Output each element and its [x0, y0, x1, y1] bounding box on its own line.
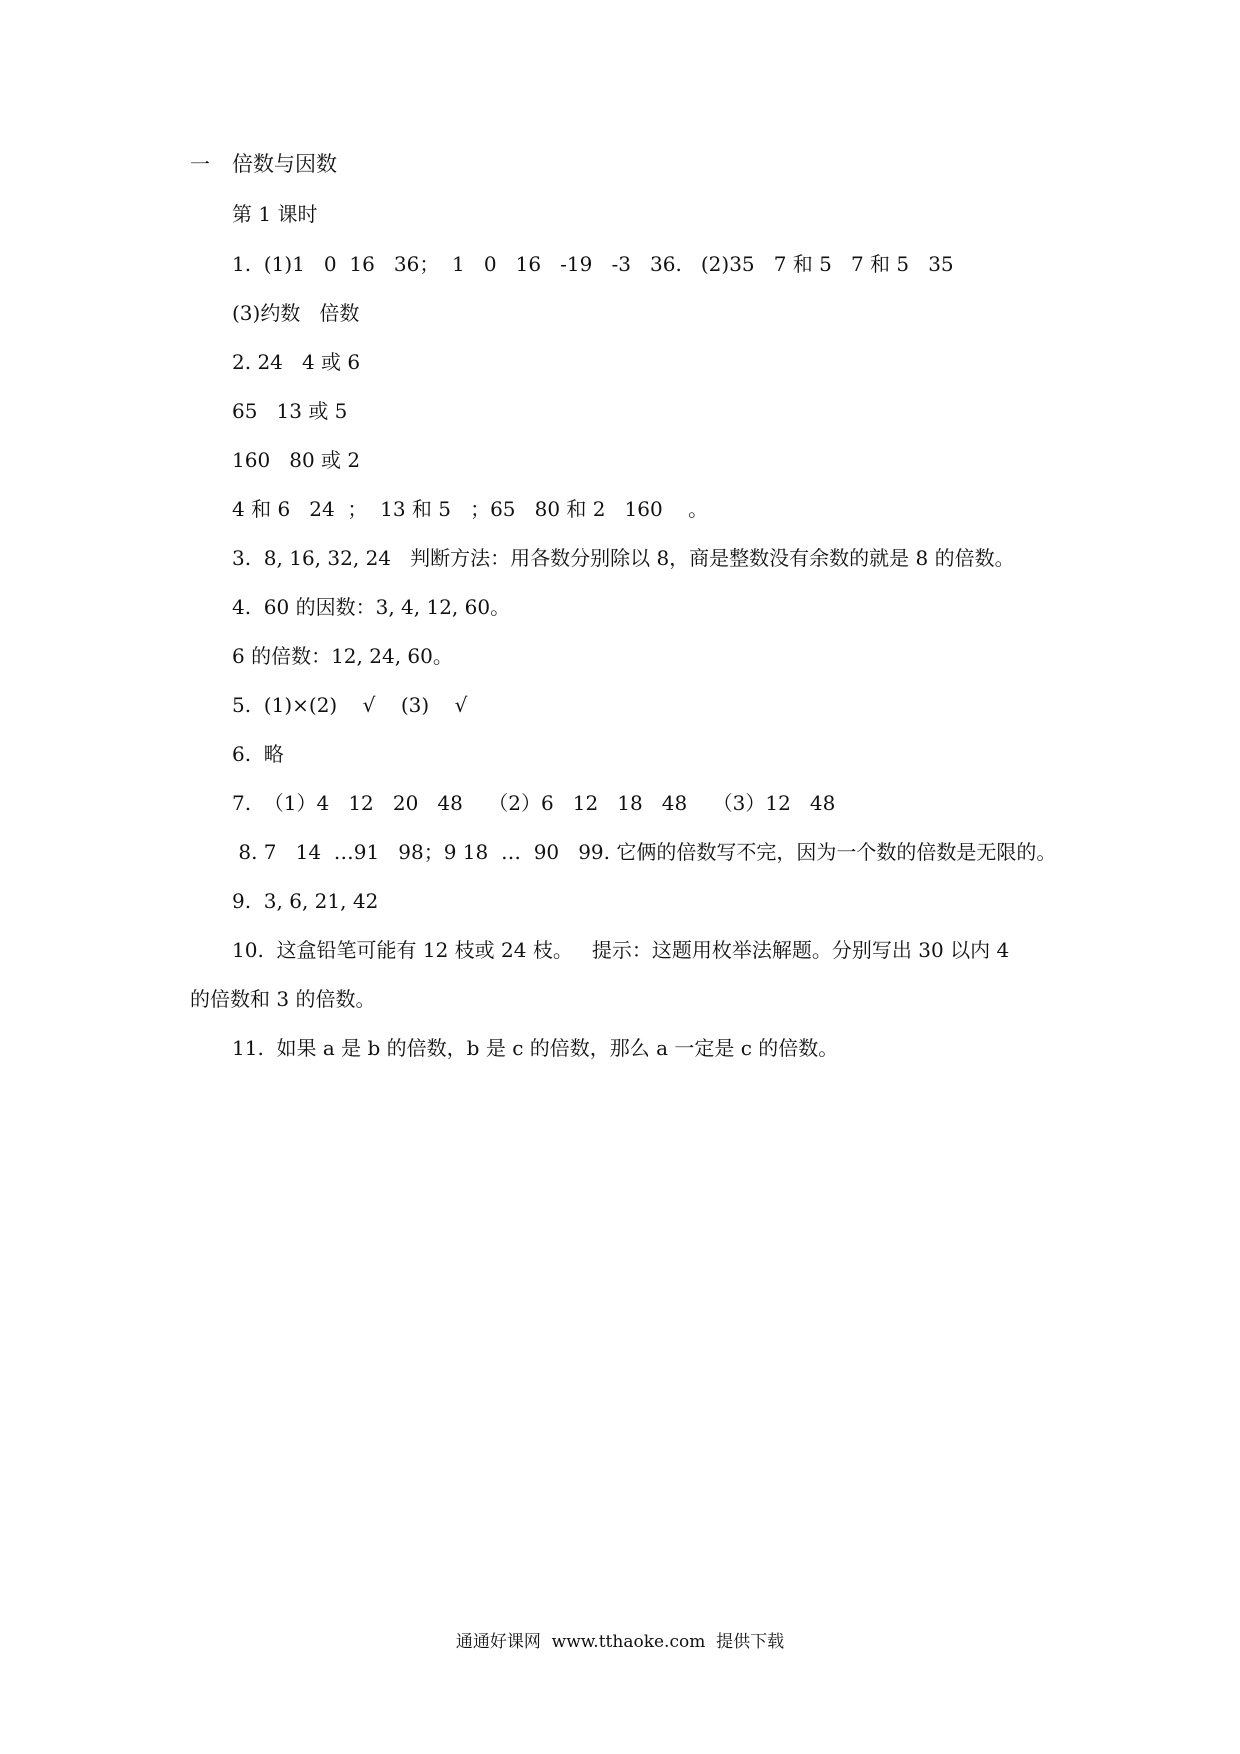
section-title: 倍数与因数 — [232, 152, 337, 176]
answer-2-line3: 160 80 或 2 — [232, 448, 361, 472]
answer-11: 11. 如果 a 是 b 的倍数，b 是 c 的倍数，那么 a 一定是 c 的倍数。 — [232, 1036, 839, 1060]
answer-2-line2: 65 13 或 5 — [232, 399, 348, 423]
lesson-label: 第 1 课时 — [232, 202, 318, 226]
answer-3: 3. 8, 16, 32, 24 判断方法：用各数分别除以 8，商是整数没有余数的就是 8 的倍数。 — [232, 546, 1015, 570]
answer-4: 4. 60 的因数：3, 4, 12, 60。 — [232, 595, 511, 619]
footer-text: 通通好课网 www.tthaoke.com 提供下载 — [455, 1632, 785, 1652]
answer-5: 5. (1)×(2) √ (3) √ — [232, 693, 468, 717]
answer-10: 10. 这盒铅笔可能有 12 枝或 24 枝。 提示：这题用枚举法解题。分别写出 30 以内 4 — [232, 938, 1010, 962]
answer-1: 1. (1)1 0 16 36； 1 0 16 -19 -3 36. (2)35 7 和 5 7 和 5 35 — [232, 252, 954, 276]
answer-6: 6. 略 — [232, 742, 284, 766]
answer-7: 7. （1）4 12 20 48 （2）6 12 18 48 （3）12 48 — [232, 791, 836, 815]
section-number: 一 — [190, 152, 210, 176]
answer-8: 8. 7 14 …91 98；9 18 … 90 99. 它俩的倍数写不完，因为一个数的倍数是无限的。 — [232, 840, 1057, 864]
answer-2-line4: 4 和 6 24 ； 13 和 5 ；65 80 和 2 160 。 — [232, 497, 709, 521]
answer-10-continuation: 的倍数和 3 的倍数。 — [190, 987, 376, 1011]
answer-2: 2. 24 4 或 6 — [232, 350, 361, 374]
answer-9: 9. 3, 6, 21, 42 — [232, 889, 379, 913]
answer-1-part3: (3)约数 倍数 — [232, 301, 360, 325]
answer-4-line2: 6 的倍数：12, 24, 60。 — [232, 644, 453, 668]
